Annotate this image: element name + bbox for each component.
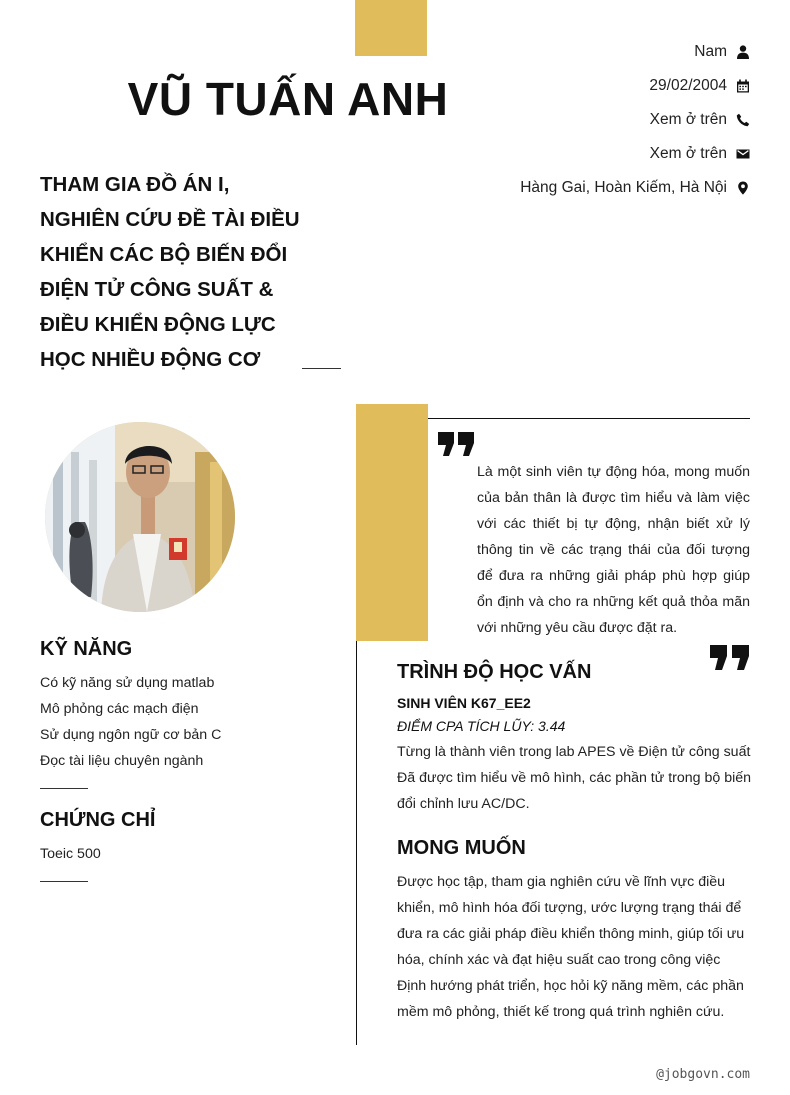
education-title: TRÌNH ĐỘ HỌC VẤN (397, 661, 592, 683)
phone-text: Xem ở trên (649, 111, 727, 128)
user-icon (736, 45, 750, 59)
contact-address (390, 176, 750, 200)
goals-line: mềm mô phỏng, thiết kế trong quá trình nghiên cứu. (397, 1004, 725, 1020)
mail-icon (736, 147, 750, 161)
education-details (397, 739, 752, 817)
phone-icon (736, 113, 750, 127)
skill-item: Đọc tài liệu chuyên ngành (40, 753, 204, 769)
accent-block-middle (356, 404, 428, 641)
objective-line: THAM GIA ĐỒ ÁN I, (40, 173, 230, 196)
divider (40, 788, 88, 789)
contact-gender (390, 40, 750, 64)
education-subtitle: SINH VIÊN K67_EE2 (397, 695, 531, 711)
birthday-text: 29/02/2004 (649, 77, 727, 94)
quote-open-icon (437, 430, 477, 460)
contact-birthday (390, 74, 750, 98)
skill-item: Sử dụng ngôn ngữ cơ bản C (40, 727, 222, 743)
objective-line: KHIỂN CÁC BỘ BIẾN ĐỔI (40, 243, 288, 266)
divider (40, 881, 88, 882)
education-line: Đã được tìm hiểu về mô hình, các phần tử trong bộ biến (397, 770, 752, 786)
goals-line: Được học tập, tham gia nghiên cứu về lĩnh vực điều (397, 874, 726, 890)
skill-item: Có kỹ năng sử dụng matlab (40, 675, 215, 691)
candidate-name: VŨ TUẤN ANH (127, 73, 449, 125)
calendar-icon (736, 79, 750, 93)
goals-line: Định hướng phát triển, học hỏi kỹ năng mềm, các phần (397, 978, 744, 994)
column-divider (356, 641, 357, 1045)
objective-heading (40, 167, 340, 377)
address-text: Hàng Gai, Hoàn Kiếm, Hà Nội (520, 179, 727, 196)
footer-brand: @jobgovn.com (656, 1067, 750, 1082)
education-line: Từng là thành viên trong lab APES về Điện tử công suất (397, 744, 751, 760)
email-text: Xem ở trên (649, 145, 727, 162)
contact-email (390, 142, 750, 166)
divider (302, 368, 341, 369)
divider (428, 418, 750, 419)
objective-line: ĐIỀU KHIỂN ĐỘNG LỰC (40, 313, 276, 336)
skills-title: KỸ NĂNG (40, 638, 133, 660)
objective-line: ĐIỆN TỬ CÔNG SUẤT & (40, 278, 274, 301)
goals-line: hóa, chính xác và đạt hiệu suất cao trong công việc (397, 952, 721, 968)
location-pin-icon (736, 181, 750, 195)
objective-line: NGHIÊN CỨU ĐỀ TÀI ĐIỀU (40, 208, 300, 231)
about-text: Là một sinh viên tự động hóa, mong muốn của bản thân là được tìm hiểu và làm việc với các thiết bị tự động, nhận biết xử lý thông tin về các trạng thái của đối tượng để đưa ra những giải pháp phù hợp giúp ổn định và cho ra những kết quả thỏa mãn với những yêu cầu được đặt ra. (477, 464, 750, 636)
profile-photo (45, 422, 235, 612)
gender-text: Nam (694, 43, 727, 60)
certificates-title: CHỨNG CHỈ (40, 809, 156, 831)
education-line: đổi chỉnh lưu AC/DC. (397, 796, 530, 812)
objective-line: HỌC NHIỀU ĐỘNG CƠ (40, 348, 261, 371)
contact-phone (390, 108, 750, 132)
certificate-item: Toeic 500 (40, 846, 101, 862)
education-cpa: ĐIỂM CPA TÍCH LŨY: 3.44 (397, 718, 566, 734)
goals-title: MONG MUỐN (397, 837, 526, 859)
goals-line: khiển, mô hình hóa đối tượng, ước lượng trạng thái để (397, 900, 742, 916)
quote-close-icon (709, 643, 751, 673)
goals-details (397, 869, 752, 1025)
skill-item: Mô phỏng các mạch điện (40, 701, 199, 717)
goals-line: đưa ra các giải pháp điều khiển thông minh, giúp tối ưu (397, 926, 745, 942)
